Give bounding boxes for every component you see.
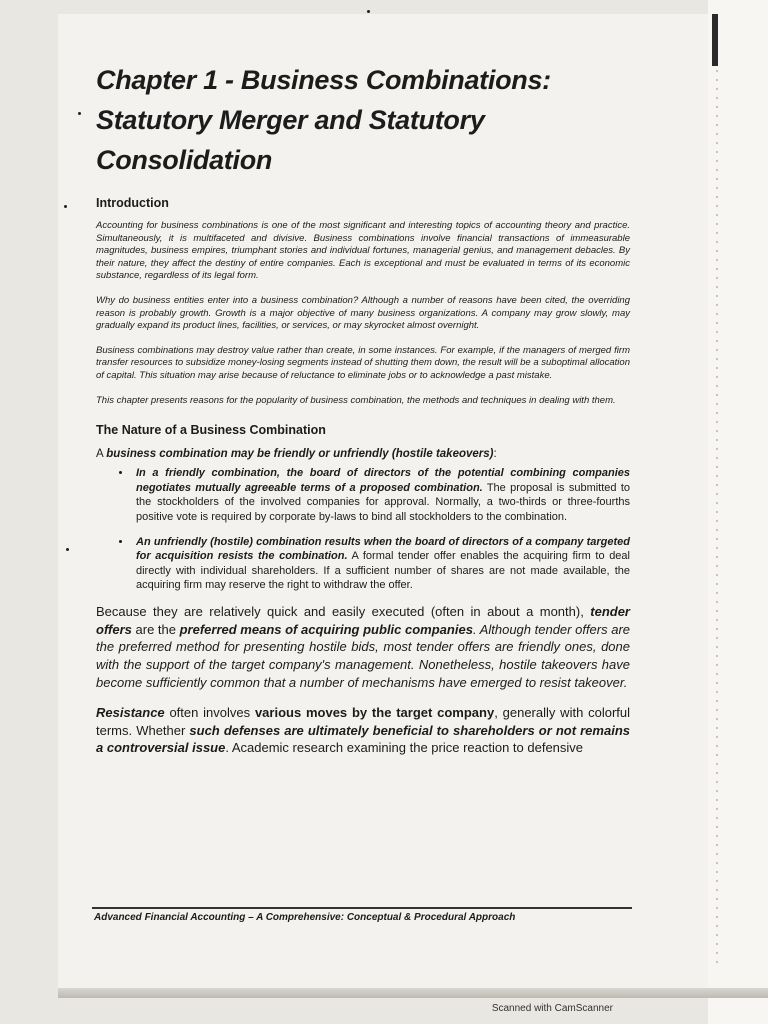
list-item [132, 535, 630, 593]
lead-sentence [96, 447, 630, 462]
bullet-bold: An unfriendly (hostile) combination results when the board of directors of a company targeted for acquisition resists the combination. [136, 535, 630, 563]
page-content [96, 60, 630, 769]
footer-book-title: Advanced Financial Accounting – A Comprehensive: Conceptual & Procedural Approach [94, 912, 516, 923]
lead-bold: business combination may be friendly or unfriendly (hostile takeovers) [106, 448, 494, 461]
chapter-title: Chapter 1 - Business Combinations: Statutory Merger and Statutory Consolidation [96, 65, 551, 175]
bullet-text: A formal tender offer enables the acquiring firm to deal directly with individual shareholders. If a sufficient number of shares are not made available, the acquiring firm may reserve the right to withdraw the offer. [136, 550, 630, 592]
text-run: Because they are relatively quick and easily executed (often in about a month), [96, 603, 591, 619]
paragraph [96, 704, 630, 757]
scan-speck [367, 10, 370, 13]
text-emphasis: tender offers [96, 603, 630, 637]
scan-speck [64, 205, 67, 208]
bullet-bold: In a friendly combination, the board of directors of the potential combining companies negotiates mutually agreeable terms of a proposed combination. [136, 467, 630, 494]
paragraph: Why do business entities enter into a business combination? Although a number of reasons have been cited, the overriding reason is probably growth. Growth is a major objective of many business organizations. A company may grow slowly, may gradually expand its product lines, facilities, or services, or may skyrocket almost overnight. [96, 294, 630, 332]
paragraph: This chapter presents reasons for the popularity of business combination, the methods and techniques in dealing with them. [96, 394, 616, 406]
lead-end: : [493, 448, 497, 461]
text-run: . Although tender offers are the preferred method for presenting hostile bids, most tender offers are friendly ones, done with the support of the target company's management. Nonetheless, hostile takeovers have become sufficiently common that a number of mechanisms have emerged to resist takeover. [96, 621, 631, 691]
bullet-list [96, 466, 630, 593]
footer-rule [92, 907, 632, 909]
paragraph [96, 603, 630, 692]
section-heading: The Nature of a Business Combination [96, 423, 326, 438]
text-emphasis: Resistance [96, 704, 165, 720]
section-heading: Introduction [96, 196, 169, 210]
text-run: . Academic research examining the price reaction to defensive [225, 740, 584, 756]
binding-edge [712, 14, 718, 66]
text-emphasis: such defenses are ultimately beneficial to shareholders or not remains a controversial issue [96, 722, 630, 756]
text-run: are the [131, 621, 180, 637]
page-bottom-edge [58, 988, 768, 998]
lead-plain: A [96, 448, 107, 461]
text-run: often involves [164, 704, 255, 720]
bullet-text: The proposal is submitted to the stockholders of the involved companies for approval. Normally, a two-thirds or three-fourths positive vote is required by corporate by-laws to bind all stockholders to the combination. [136, 481, 630, 523]
paragraph: Business combinations may destroy value rather than create, in some instances. For example, if the managers of merged firm transfer resources to subsidize money-losing segments instead of shutting them down, the result will be a suboptimal allocation of capital. This situation may arise because of reluctance to eliminate jobs or to acknowledge a past mistake. [96, 344, 630, 381]
text-emphasis: preferred means of acquiring public companies [179, 621, 473, 637]
text-run: , generally with colorful terms. Whether [96, 704, 631, 738]
scan-speck [78, 112, 81, 115]
scan-speck [66, 548, 69, 551]
page-edge-marks [716, 70, 718, 970]
paragraph: Accounting for business combinations is one of the most significant and interesting topics of accounting theory and practice. Simultaneously, it is multifaceted and divisive. Business combinations involve financial transactions of immeasurable magnitudes, business empires, triumphant stories and individual fortunes, managerial genius, and management debacles. By their nature, they affect the destiny of entire companies. Each is exceptional and must be evaluated in terms of its economic substance, regardless of its legal form. [96, 220, 630, 282]
scanner-watermark: Scanned with CamScanner [491, 1003, 613, 1014]
text-emphasis: various moves by the target company [254, 704, 495, 720]
list-item [132, 466, 630, 524]
